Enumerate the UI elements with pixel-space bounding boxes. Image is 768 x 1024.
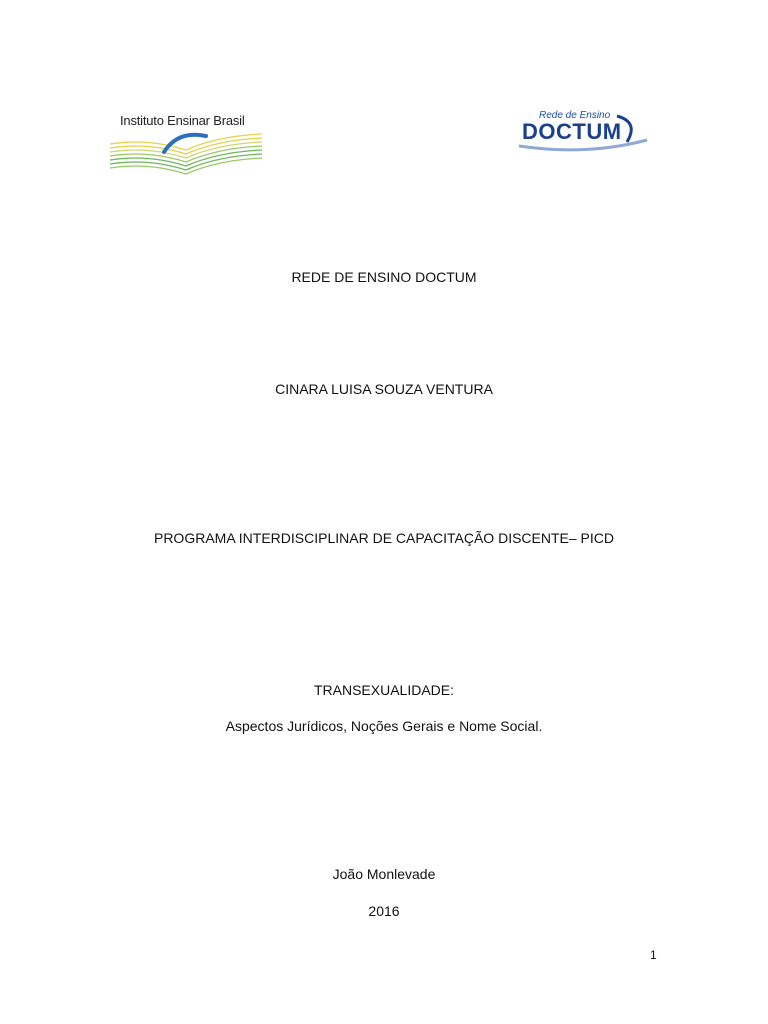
- logo-left-text: Instituto Ensinar Brasil: [120, 113, 245, 128]
- logo-right-small-text: Rede de Ensino: [539, 110, 611, 121]
- year: 2016: [368, 903, 400, 919]
- document-title: TRANSEXUALIDADE:: [313, 682, 455, 698]
- author-name: CINARA LUISA SOUZA VENTURA: [275, 381, 493, 397]
- logo-right-big-text: DOCTUM: [522, 119, 622, 144]
- instituto-ensinar-brasil-logo: [108, 108, 264, 176]
- institution-name: REDE DE ENSINO DOCTUM: [291, 269, 477, 285]
- rede-doctum-logo: [517, 110, 657, 152]
- program-name: PROGRAMA INTERDISCIPLINAR DE CAPACITAÇÃO DISCENTE– PICD: [153, 530, 614, 546]
- city-name: João Monlevade: [332, 866, 436, 882]
- document-subtitle: Aspectos Jurídicos, Noções Gerais e Nome Social.: [225, 718, 543, 734]
- page-number: 1: [650, 948, 657, 962]
